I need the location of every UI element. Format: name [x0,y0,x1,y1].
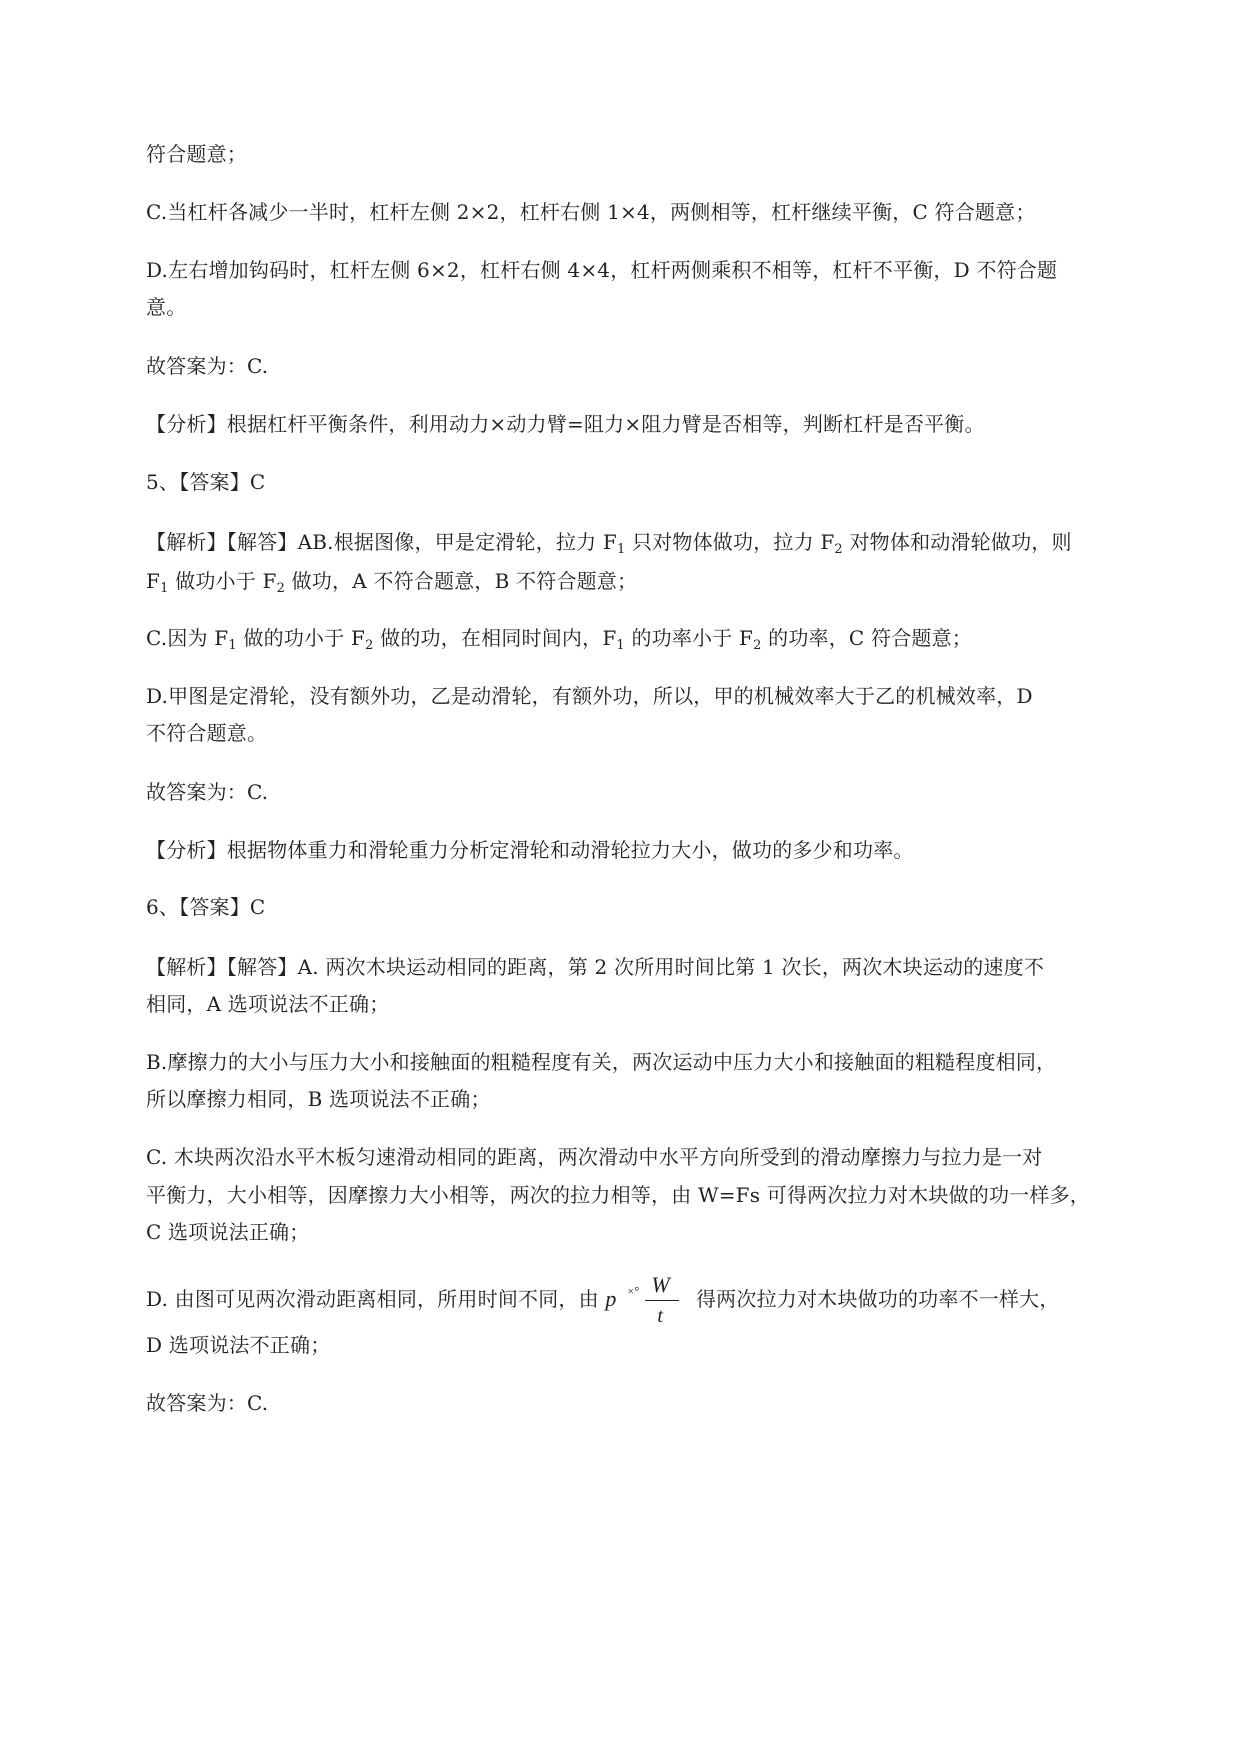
subscript: 1 [616,638,625,653]
text-line: 平衡力，大小相等，因摩擦力大小相等，两次的拉力相等，由 W=Fs 可得两次拉力对木块做的功一样多， [146,1183,1090,1207]
text-line: 故答案为：C. [146,1391,269,1415]
subscript: 1 [616,542,626,557]
text-line: 故答案为：C. [146,354,269,378]
formula-numerator: W [651,1272,670,1297]
text-segment: 做的功，在相同时间内，F [373,626,617,650]
text-line: D 选项说法不正确； [146,1333,331,1357]
text-segment: 得两次拉力对木块做功的功率不一样大， [689,1287,1060,1311]
text-line: 故答案为：C. [146,780,269,804]
text-segment: 的功率小于 F [624,626,754,650]
text-line: C 选项说法正确； [146,1220,310,1244]
subscript: 2 [753,638,762,653]
subscript: 2 [834,542,843,557]
text-line: 【分析】根据物体重力和滑轮重力分析定滑轮和动滑轮拉力大小，做功的多少和功率。 [146,838,914,862]
text-line: D.左右增加钩码时，杠杆左侧 6×2，杠杆右侧 4×4，杠杆两侧乘积不相等，杠杆不平衡，D 不符合题 [146,258,1058,282]
text-line [146,528,1072,564]
answer-heading: 5、【答案】C [146,470,266,494]
text-line [146,567,637,603]
answer-heading: 6、【答案】C [146,895,266,919]
text-segment: C.因为 F [146,626,229,650]
text-segment: 做功，A 不符合题意，B 不符合题意； [285,569,638,593]
text-line: B.摩擦力的大小与压力大小和接触面的粗糙程度有关，两次运动中压力大小和接触面的粗糙程度相同， [146,1050,1057,1074]
text-segment: 对物体和动滑轮做功，则 [842,530,1072,554]
text-line: 不符合题意。 [146,721,268,745]
text-segment: 做功小于 F [168,569,277,593]
text-segment: 做的功小于 F [236,626,366,650]
fraction-bar [645,1300,679,1301]
text-line: 所以摩擦力相同，B 选项说法不正确； [146,1087,491,1111]
text-line: 意。 [146,295,187,319]
formula-denominator: t [657,1305,664,1327]
subscript: 1 [228,638,237,653]
text-line: 【分析】根据杠杆平衡条件，利用动力×动力臂=阻力×阻力臂是否相等，判断杠杆是否平衡。 [146,412,985,436]
text-line [146,1272,1060,1327]
text-line: 符合题意； [146,142,247,166]
text-line: 相同，A 选项说法不正确； [146,992,390,1016]
subscript: 2 [365,638,374,653]
text-segment: D. 由图可见两次滑动距离相同，所用时间不同，由 [146,1287,606,1311]
text-line [146,624,972,660]
power-formula [605,1272,689,1327]
text-segment: F [146,569,161,593]
text-line: C. 木块两次沿水平木板匀速滑动相同的距离，两次滑动中水平方向所受到的滑动摩擦力与拉力是一对 [146,1145,1043,1169]
text-line: D.甲图是定滑轮，没有额外功，乙是动滑轮，有额外功，所以，甲的机械效率大于乙的机械效率，D [146,684,1033,708]
text-line: C.当杠杆各减少一半时，杠杆左侧 2×2，杠杆右侧 1×4，两侧相等，杠杆继续平衡，C 符合题意； [146,200,1036,224]
text-line: 【解析】【解答】A. 两次木块运动相同的距离，第 2 次所用时间比第 1 次长，两次木块运动的速度不 [146,955,1045,979]
subscript: 2 [276,581,286,596]
text-segment: 的功率，C 符合题意； [761,626,972,650]
formula-symbol: ×° [627,1284,640,1298]
text-segment: 只对物体做功，拉力 F [625,530,835,554]
subscript: 1 [160,581,169,596]
formula-p: p [605,1286,617,1311]
text-segment: 【解析】【解答】AB.根据图像，甲是定滑轮，拉力 F [146,530,617,554]
